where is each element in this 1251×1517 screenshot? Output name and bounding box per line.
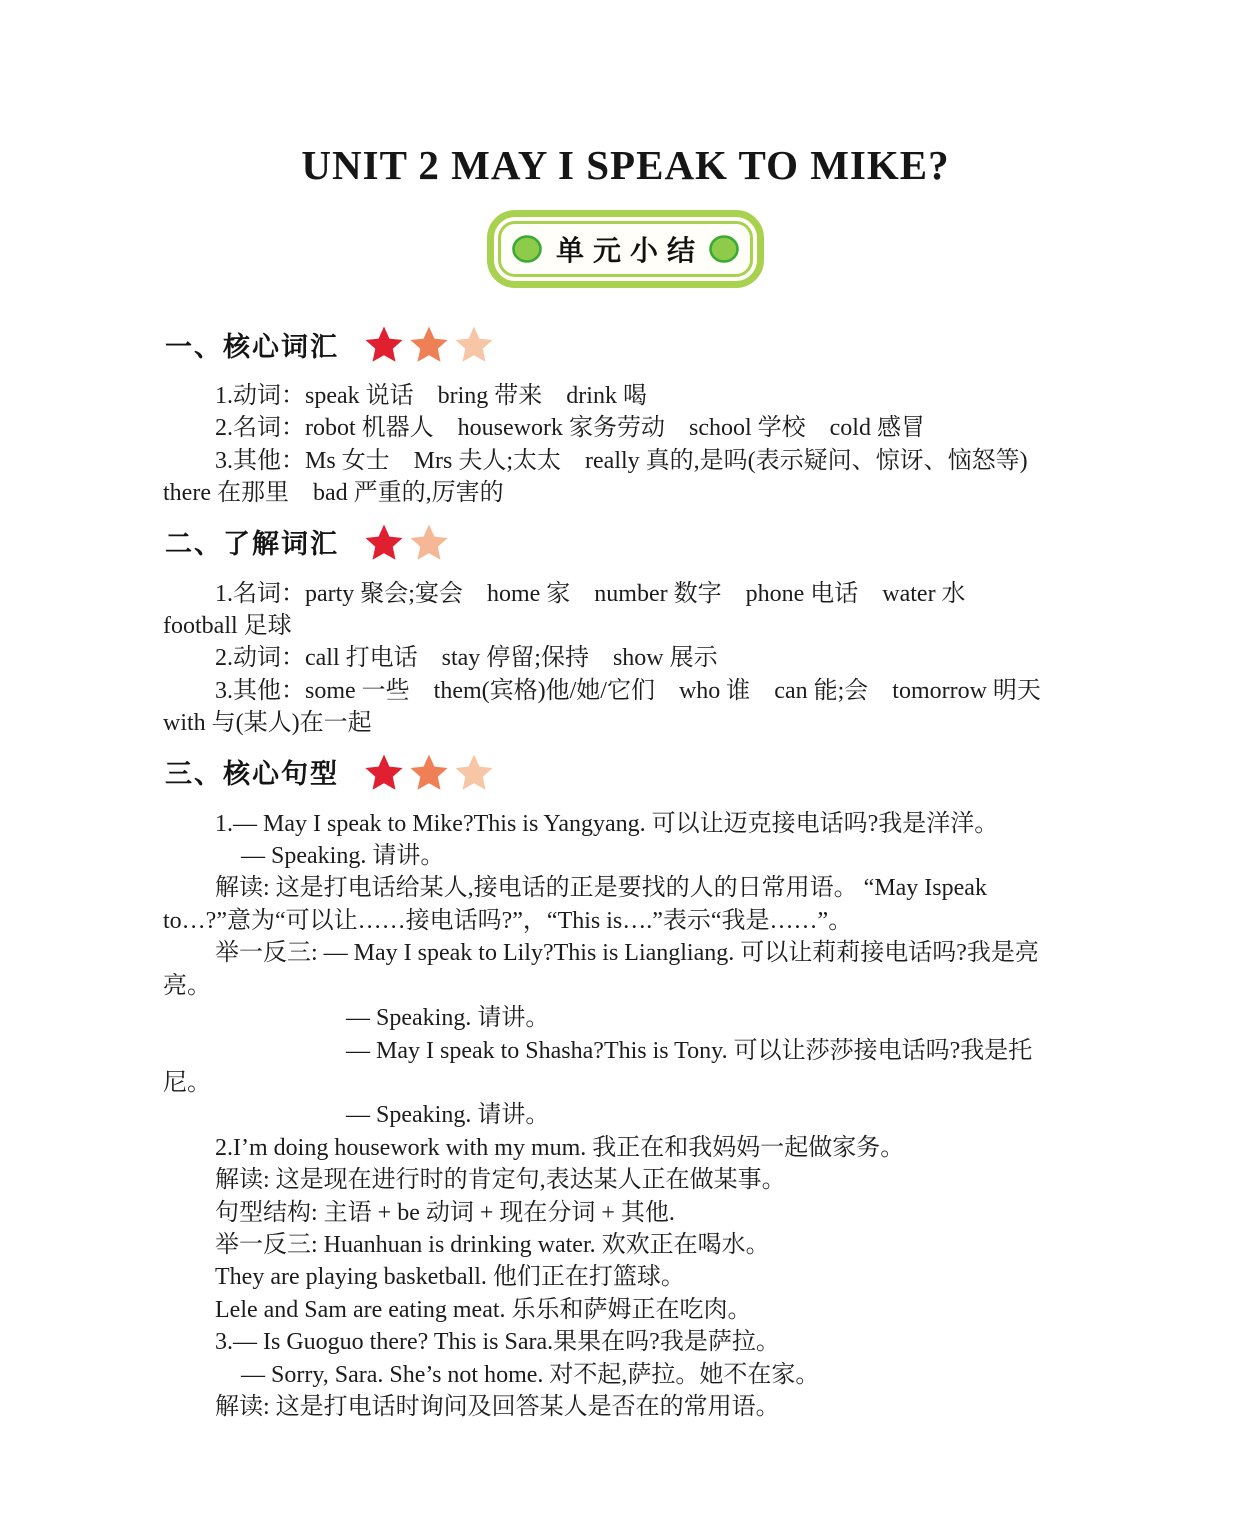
section-heading: 三、核心句型 [165, 759, 339, 790]
badge-dot-right-icon [708, 234, 740, 264]
text-line: 3.— Is Guoguo there? This is Sara.果果在吗?我是萨拉。 [215, 1329, 780, 1356]
section-familiar-vocabulary [163, 522, 1101, 740]
text-line: 尼。 [163, 1069, 211, 1096]
star-icon [364, 523, 404, 561]
text-line: 举一反三: Huanhuan is drinking water. 欢欢正在喝水。 [215, 1231, 770, 1258]
badge-label: 单元小结 [555, 235, 704, 266]
star-icon [409, 753, 449, 791]
text-line: — Speaking. 请讲。 [346, 1005, 550, 1032]
text-line: 亮。 [163, 972, 211, 999]
text-line: 1.— May I speak to Mike?This is Yangyang. 可以让迈克接电话吗?我是洋洋。 [215, 810, 999, 837]
text-line: to…?”意为“可以让……接电话吗?”，“This is….”表示“我是……”。 [163, 907, 853, 934]
text-line: 句型结构: 主语 + be 动词 + 现在分词 + 其他. [215, 1199, 675, 1226]
importance-stars [364, 753, 494, 791]
text-line: 2.动词：call 打电话 stay 停留;保持 show 展示 [215, 645, 718, 672]
text-line: 1.动词：speak 说话 bring 带来 drink 喝 [215, 383, 647, 409]
text-line: Lele and Sam are eating meat. 乐乐和萨姆正在吃肉。 [215, 1296, 752, 1323]
star-icon [364, 753, 404, 791]
text-line: — Sorry, Sara. She’s not home. 对不起,萨拉。她不在家。 [241, 1361, 820, 1388]
page-title: UNIT 2 MAY I SPEAK TO MIKE? [301, 142, 950, 188]
text-line: — May I speak to Shasha?This is Tony. 可以让莎莎接电话吗?我是托 [346, 1037, 1033, 1064]
star-icon [364, 325, 404, 363]
text-line: with 与(某人)在一起 [163, 710, 372, 737]
text-line: 解读: 这是打电话给某人,接电话的正是要找的人的日常用语。 “May Ispeak [215, 875, 987, 902]
unit-summary-badge [487, 210, 764, 288]
star-icon [454, 325, 494, 363]
text-line: 解读: 这是打电话时询问及回答某人是否在的常用语。 [215, 1393, 780, 1420]
star-icon [409, 523, 449, 561]
star-icon [454, 753, 494, 791]
text-line: 1.名词：party 聚会;宴会 home 家 number 数字 phone 电话 water 水 [215, 580, 966, 607]
section-heading: 二、了解词汇 [165, 529, 339, 560]
text-line: 3.其他：Ms 女士 Mrs 夫人;太太 really 真的,是吗(表示疑问、惊讶、恼怒等) [215, 447, 1028, 474]
importance-stars [364, 523, 449, 561]
badge-dot-left-icon [511, 234, 543, 264]
section-heading-row [165, 324, 1101, 364]
section-heading-row [165, 522, 1101, 562]
text-line: — Speaking. 请讲。 [346, 1102, 550, 1129]
section-heading-row [165, 752, 1101, 792]
text-line: 解读: 这是现在进行时的肯定句,表达某人正在做某事。 [215, 1167, 786, 1194]
text-line: — Speaking. 请讲。 [241, 843, 445, 870]
text-line: football 足球 [163, 613, 292, 640]
star-icon [409, 325, 449, 363]
section-core-vocabulary [163, 324, 1101, 510]
text-line: there 在那里 bad 严重的,厉害的 [163, 480, 504, 507]
importance-stars [364, 325, 494, 363]
text-line: They are playing basketball. 他们正在打篮球。 [215, 1264, 685, 1291]
document-content [163, 324, 1101, 1423]
unit-summary-badge-inner [498, 221, 753, 277]
section-core-sentence-patterns [163, 752, 1101, 1424]
text-line: 3.其他：some 一些 them(宾格)他/她/它们 who 谁 can 能;会 tomorrow 明天 [215, 677, 1041, 704]
section-heading: 一、核心词汇 [165, 331, 339, 362]
text-line: 2.I’m doing housework with my mum. 我正在和我妈妈一起做家务。 [215, 1134, 905, 1161]
text-line: 2.名词：robot 机器人 housework 家务劳动 school 学校 cold 感冒 [215, 415, 925, 442]
text-line: 举一反三: — May I speak to Lily?This is Liangliang. 可以让莉莉接电话吗?我是亮 [215, 940, 1039, 967]
unit-summary-badge-wrap [0, 210, 1251, 288]
